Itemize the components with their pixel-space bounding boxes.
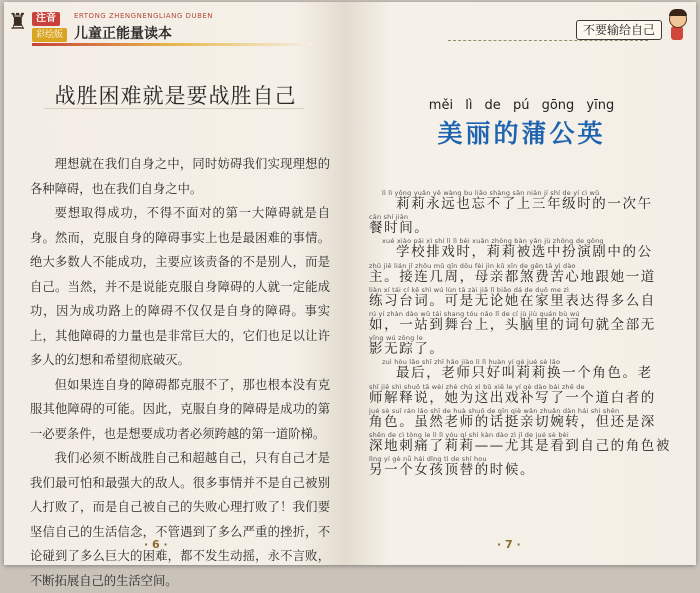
right-page (347, 2, 696, 565)
series-banner (4, 10, 304, 44)
line-text: 莉莉永远也忘不了上三年级时的一次午 (396, 196, 653, 212)
story-body (369, 189, 675, 482)
edition-tag-top: 注音 (32, 12, 60, 26)
line-text: 餐时间。 (369, 220, 430, 237)
paragraph: 我们必须不断战胜自己和超越自己，只有自己才是我们最可怕和最强大的敌人。很多事情并不是自己被别人打败了，而是自己被自己的失败心理打败了！我们要坚信自己的生活信念，不管遇到了多么严重的挫折，不论碰到了多么巨大的困难，都不发生动摇，永不言败，不断拓展自己的生活空间。 (30, 451, 330, 588)
line-text: 如，一站到舞台上，头脑里的词句就全部无 (369, 317, 656, 334)
right-page-number: · 7 · (497, 538, 521, 551)
paragraph: 要想取得成功，不得不面对的第一大障碍就是自身。然而，克服自身的障碍事实上也是最困难的事情。绝大多数人不能成功，主要应该责备的不是别人，而是自己。当然，并不是说能克服自身障碍的人就一定能成功，因为成功路上的障碍不仅仅是自身的障碍。事实上，其他障碍的力量也是非常巨大的，它们也足以让许多人的幻想和希望彻底破灭。 (30, 206, 330, 367)
line-pinyin: yǐng wú zōng le (369, 334, 423, 343)
left-page-body (30, 152, 330, 593)
chapter-header (448, 8, 688, 46)
decorative-figure-icon: ♜ (8, 10, 28, 35)
line-text: 角色。虽然老师的话挺亲切婉转，但还是深 (369, 413, 656, 430)
line-pinyin: xué xiào pái xì shí lì lì bèi xuǎn zhōng bàn yǎn jù zhōng de gōng (382, 237, 604, 246)
left-page-title: 战胜困难就是要战胜自己 (54, 84, 297, 108)
story-title-pinyin: měi lì de pú gōng yīng (428, 98, 615, 113)
line-pinyin: shī jiě shì shuō tā wèi zhè chū xì bǔ xiě le yí gè dào bái zhě de (369, 382, 585, 391)
line-pinyin: zhǔ jiē lián jǐ zhōu mǔ qīn dōu fèi jìn kǔ xīn de gēn tā yì dào (369, 261, 576, 270)
text-line (369, 189, 675, 216)
line-text: 主。接连几周，母亲都煞费苦心地跟她一道 (369, 268, 656, 285)
story-title: 美丽的蒲公英 (437, 119, 606, 148)
banner-stripe (32, 43, 312, 46)
line-text: 深地刺痛了莉莉——尤其是看到自己的角色被 (369, 438, 671, 455)
paragraph: 理想就在我们自身之中，同时妨碍我们实现理想的各种障碍，也在我们自身之中。 (30, 157, 330, 196)
line-pinyin: cān shí jiān (369, 213, 409, 222)
line-text: 练习台词。可是无论她在家里表达得多么自 (369, 292, 656, 309)
text-line (369, 455, 675, 482)
line-text: 师解释说，她为这出戏补写了一个道白者的 (369, 389, 656, 406)
title-divider (44, 108, 304, 109)
line-pinyin: liàn xí tái cí kě shì wú lùn tā zài jiā lǐ biǎo dá de duō me zì (369, 285, 569, 294)
line-pinyin: rú yí zhàn dào wǔ tái shang tóu nǎo lǐ de cí jù jiù quán bù wú (369, 310, 580, 319)
header-dashed-line (448, 40, 648, 41)
chapter-label: 不要输给自己 (576, 20, 662, 40)
left-page (4, 2, 347, 588)
line-pinyin: shēn de cì tòng le lì lì yóu qí shì kàn dào zì jǐ de jué sè bèi (369, 431, 569, 440)
line-pinyin: zuì hòu lǎo shī zhǐ hǎo jiào lì lì huàn yí gè jué sè lǎo (382, 358, 561, 367)
line-pinyin: lì lì yǒng yuǎn yě wàng bu liǎo shàng sān nián jí shí de yí cì wǔ (382, 189, 600, 197)
left-page-number: · 6 · (144, 538, 168, 551)
series-title: 儿童正能量读本 (74, 26, 172, 42)
open-book (4, 2, 696, 588)
line-pinyin: jué sè suī rán lǎo shī de huà shuō de qīn qiè wǎn zhuǎn dàn hái shi shēn (369, 406, 620, 415)
line-text: 影无踪了。 (369, 341, 445, 358)
cartoon-child-icon (666, 8, 688, 44)
line-text: 学校排戏时，莉莉被选中扮演剧中的公 (396, 244, 653, 261)
edition-tag-bottom: 彩绘版 (32, 28, 67, 42)
line-pinyin: lìng yí gè nǚ hái dǐng tì de shí hou (369, 455, 487, 464)
series-pinyin: ERTONG ZHENGNENGLIANG DUBEN (74, 12, 214, 20)
paragraph: 但如果连自身的障碍都克服不了，那也根本没有克服其他障碍的可能。因此，克服自身的障碍是成功的第一必要条件，也是想要成功者必须跨越的第一道阶梯。 (30, 377, 330, 441)
line-text: 最后，老师只好叫莉莉换一个角色。老 (396, 365, 653, 382)
line-text: 另一个女孩顶替的时候。 (369, 462, 536, 479)
